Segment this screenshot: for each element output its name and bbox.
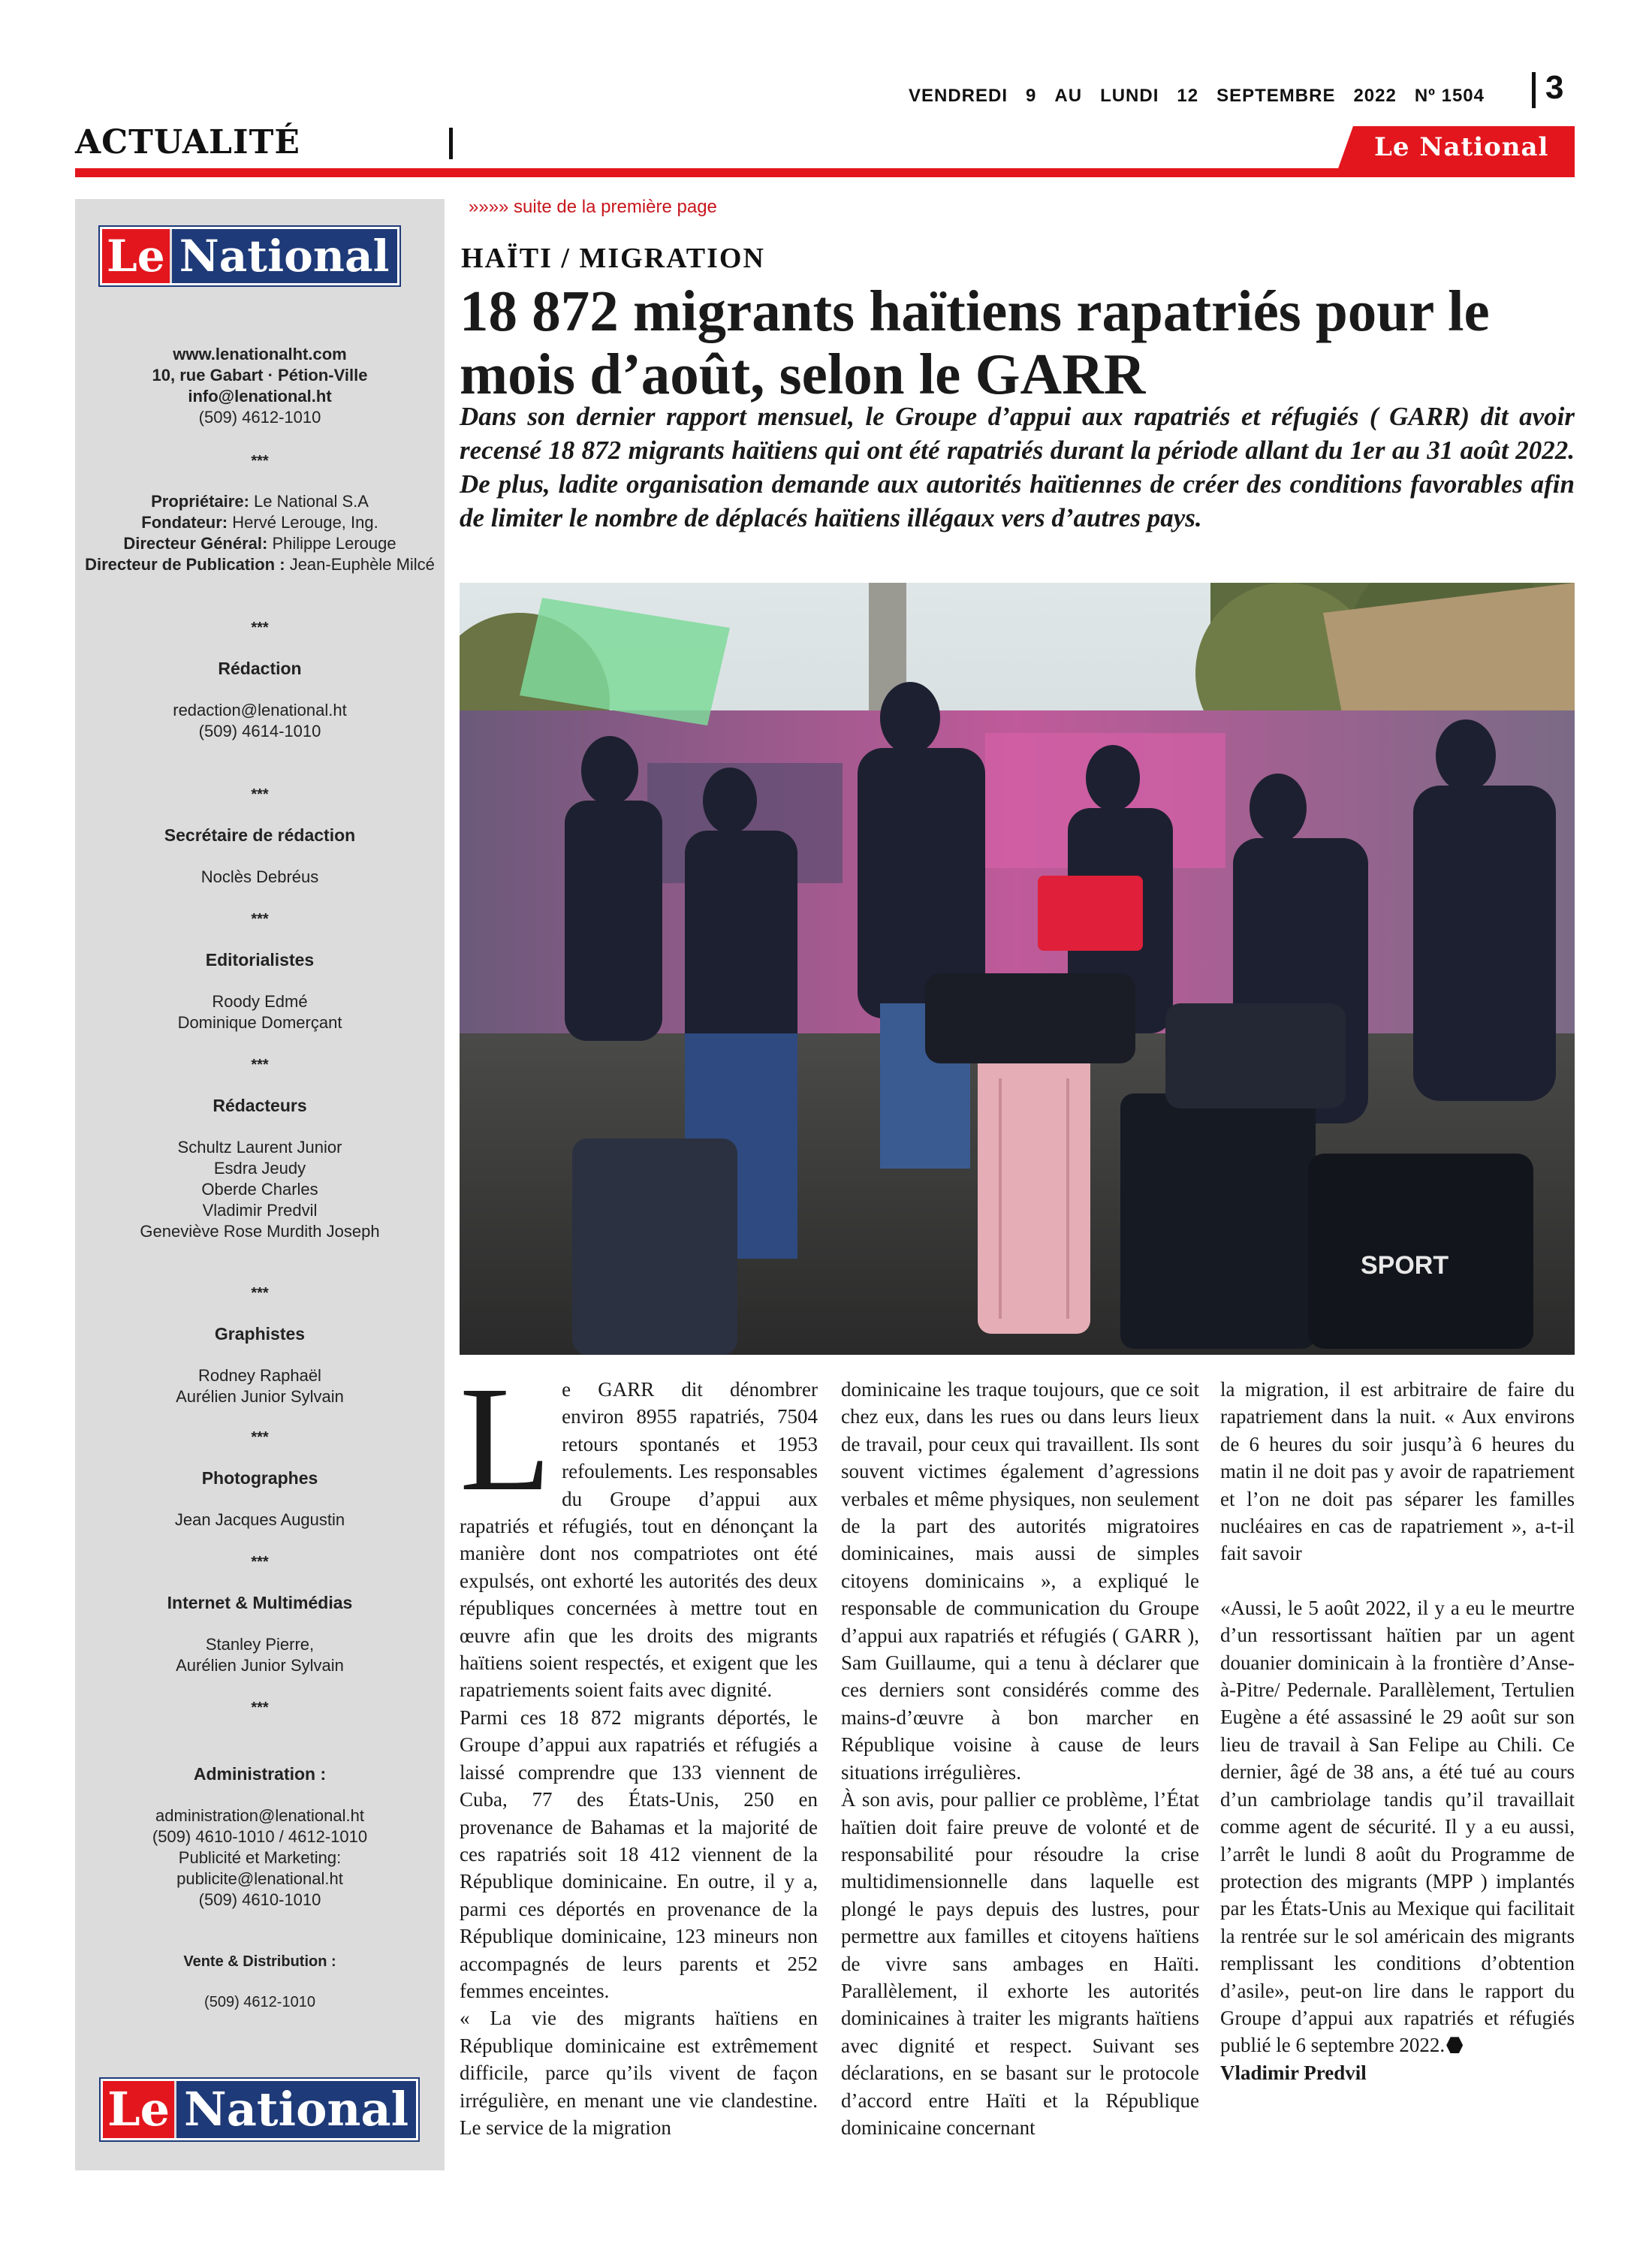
internet-name: Aurélien Junior Sylvain	[176, 1656, 344, 1675]
address: 10, rue Gabart · Pétion-Ville	[152, 366, 368, 385]
graphists-title: Graphistes	[214, 1324, 306, 1344]
graphists-list	[75, 1365, 445, 1407]
marketing-label: Publicité et Marketing:	[178, 1848, 342, 1867]
sales-title: Vente & Distribution :	[183, 1953, 336, 1970]
contact-block	[75, 344, 445, 428]
article-column-2	[841, 1376, 1199, 2141]
writer-name: Esdra Jeudy	[213, 1159, 306, 1178]
marketing-email[interactable]: publicite@lenational.ht	[176, 1869, 343, 1888]
logo-part-le: Le	[102, 229, 170, 283]
article-headline: 18 872 migrants haïtiens rapatriés pour le mois d’août, selon le GARR	[460, 279, 1490, 406]
ownership-block	[75, 491, 445, 575]
administration-title: Administration :	[193, 1764, 327, 1784]
writer-name: Oberde Charles	[201, 1180, 318, 1199]
article-paragraph: dominicaine les traque toujours, que ce soit chez eux, dans les rues ou dans leurs lieux de travail, pour ceux qui travaillent. Ils sont souvent victimes également d’agressions verbales et même physiques, non seulement de la part des autorités migratoires dominicaines, mais aussi de simples citoyens dominicains », a expliqué le responsable de communication du Groupe d’appui aux rapatriés et réfugiés ( GARR ), Sam Guillaume, qui a tenu à déclarer que ces derniers sont considérés comme des mains-d’œuvre à bon marcher en République voisine à cause de leurs situations irrégulières.	[841, 1378, 1199, 1784]
section-label: ACTUALITÉ	[75, 123, 300, 161]
gm-label: Directeur Général:	[123, 534, 268, 553]
administration-contact	[75, 1805, 445, 1911]
page-number-divider	[1532, 72, 1536, 108]
article-paragraph: « La vie des migrants haïtiens en République dominicaine est extrêmement difficile, parce qu’ils vivent de façon irrégulière, en menant une vie clandestine. Le service de la migration	[460, 2007, 818, 2139]
website-link[interactable]: www.lenationalht.com	[173, 345, 347, 363]
contact-email[interactable]: info@lenational.ht	[188, 387, 332, 406]
publisher-value: Jean-Euphèle Milcé	[289, 555, 435, 574]
writers-title: Rédacteurs	[213, 1096, 307, 1115]
brand-tab-label: Le National	[1374, 132, 1549, 162]
bag-label-text: SPORT	[1361, 1251, 1449, 1280]
editorialists-title: Editorialistes	[205, 950, 315, 970]
writers-list	[75, 1137, 445, 1242]
article-paragraph: la migration, il est arbitraire de faire du rapatriement dans la nuit. « Aux environs de 6 heures du soir jusqu’à 6 heures du matin il ne doit pas y avoir de rapatriement et l’on ne doit pas séparer les familles nucléaires en cas de rapatriement », a-t-il fait savoir	[1220, 1378, 1575, 1565]
owner-label: Propriétaire:	[151, 492, 249, 511]
dateline-day: VENDREDI	[909, 86, 1008, 106]
newspaper-logo-bottom	[101, 2079, 418, 2140]
internet-name: Stanley Pierre,	[205, 1635, 315, 1654]
article-column-1	[460, 1356, 818, 2141]
dateline	[909, 86, 1503, 107]
paragraph-gap	[1220, 1567, 1575, 1594]
author-byline: Vladimir Predvil	[1220, 2061, 1367, 2084]
internet-list	[75, 1634, 445, 1676]
founder-label: Fondateur:	[141, 513, 228, 532]
dateline-month: SEPTEMBRE	[1216, 86, 1336, 106]
separator: ***	[251, 453, 269, 469]
editorialist-name: Roody Edmé	[212, 992, 308, 1011]
publisher-label: Directeur de Publication :	[85, 555, 285, 574]
redaction-email[interactable]: redaction@lenational.ht	[173, 701, 347, 719]
article-lede: Dans son dernier rapport mensuel, le Groupe d’appui aux rapatriés et réfugiés ( GARR) dit avoir recensé 18 872 migrants haïtiens qui ont été rapatriés durant la période allant du 1er au 31 août 2022. De plus, ladite organisation demande aux autorités haïtiennes de créer des conditions favorables afin de limiter le nombre de déplacés haïtiens illégaux vers d’autres pays.	[460, 402, 1575, 532]
sales-phone: (509) 4612-1010	[204, 1994, 315, 2010]
founder-value: Hervé Lerouge, Ing.	[232, 513, 378, 532]
photographers-title: Photographes	[201, 1468, 318, 1488]
separator: ***	[251, 1700, 269, 1716]
dateline-year: 2022	[1353, 86, 1397, 106]
separator: ***	[251, 1554, 269, 1570]
writer-name: Geneviève Rose Murdith Joseph	[140, 1222, 380, 1241]
separator: ***	[251, 1057, 269, 1073]
graphist-name: Rodney Raphaël	[198, 1366, 321, 1385]
dateline-day2: LUNDI	[1100, 86, 1159, 106]
article-paragraph: À son avis, pour pallier ce problème, l’État haïtien doit faire preuve de volonté et de responsabilité pour résoudre la crise multidimensionnelle dans laquelle est plongé le pays depuis des lustres, pour permettre aux familles et citoyens haïtiens de vivre sans ambages en Haïti. Parallèlement, il exhorte les autorités dominicaines à traiter les migrants haïtiens avec dignité et respect. Suivant ses déclarations, en se basant sur le protocole d’accord entre Haïti et la République dominicaine concernant	[841, 1788, 1199, 2139]
secretary-name: Noclès Debréus	[200, 867, 319, 886]
writer-name: Schultz Laurent Junior	[177, 1138, 342, 1157]
article-paragraph: Parmi ces 18 872 migrants déportés, le Groupe d’appui aux rapatriés et réfugiés a laissé comprendre que 133 viennent de Cuba, 77 des États-Unis, 250 en provenance de Bahamas et la majorité de ces rapatriés soit 18 412 viennent de la République dominicaine. En outre, il y a, parmi ces déportés en provenance de la République dominicaine, 123 mineurs non accompagnés de leurs parents et 252 femmes enceintes.	[460, 1706, 818, 2002]
owner-value: Le National S.A	[254, 492, 369, 511]
internet-title: Internet & Multimédias	[167, 1593, 353, 1612]
separator: ***	[251, 620, 269, 636]
separator: ***	[251, 1285, 269, 1301]
logo-part-le: Le	[103, 2081, 174, 2138]
article-paragraph-text: «Aussi, le 5 août 2022, il y a eu le meurtre d’un ressortissant haïtien par un agent douanier dominicain à la frontière d’Anse-à-Pitre/ Pedernale. Parallèlement, Tertulien Eugène a été assassiné le 29 août sur son lieu de travail à San Felipe au Chili. Ce dernier, âgé de 38 ans, a été tué au cours d’un cambriolage tandis qu’il travaillait comme agent de sécurité. Il y a eu aussi, l’arrêt le lundi 8 août du Programme de protection des migrants (MPP ) implantés par les États-Unis au Mexique qui facilitait la rentrée sur le sol américain des migrants remplissant les conditions d’obtention d’asile», peut-on lire dans le rapport du Groupe d’appui aux rapatriés et réfugiés publié le 6 septembre 2022.	[1220, 1596, 1575, 2057]
page-number: 3	[1545, 69, 1564, 106]
logo-part-national: National	[176, 2081, 416, 2138]
end-of-article-icon	[1446, 2037, 1463, 2053]
gm-value: Philippe Lerouge	[272, 534, 396, 553]
article-rubric: HAÏTI / MIGRATION	[461, 243, 765, 274]
redaction-phone: (509) 4614-1010	[198, 722, 321, 740]
admin-email[interactable]: administration@lenational.ht	[155, 1806, 364, 1825]
marketing-phone: (509) 4610-1010	[198, 1890, 321, 1909]
article-paragraph: e GARR dit dénombrer environ 8955 rapatriés, 7504 retours spontanés et 1953 refoulements. Les responsables du Groupe d’appui aux rapatriés et réfugiés, tout en dénonçant la manière dont nos compatriotes ont été expulsés, ont exhorté les autorités des deux républiques concernées à mettre tout en œuvre afin que les droits des migrants haïtiens soient respectés, et exigent que les rapatriements soient faits avec dignité.	[460, 1378, 818, 1702]
admin-phones: (509) 4610-1010 / 4612-1010	[152, 1827, 368, 1846]
newspaper-logo-top	[100, 227, 399, 285]
dateline-date2: 12	[1177, 86, 1199, 106]
graphist-name: Aurélien Junior Sylvain	[176, 1387, 344, 1406]
drop-cap: L	[460, 1356, 552, 1522]
writer-name: Vladimir Predvil	[202, 1201, 318, 1220]
separator: ***	[251, 911, 269, 927]
photographer-name: Jean Jacques Augustin	[174, 1510, 345, 1529]
separator: ***	[251, 1429, 269, 1446]
article-paragraph	[1220, 1594, 1575, 2059]
editorialist-name: Dominique Domerçant	[177, 1013, 342, 1032]
logo-part-national: National	[172, 229, 397, 283]
article-column-3	[1220, 1376, 1575, 2086]
article-photo	[460, 583, 1575, 1355]
dateline-date1: 9	[1026, 86, 1037, 106]
redaction-title: Rédaction	[218, 659, 302, 678]
redaction-contact	[75, 700, 445, 742]
separator: ***	[251, 786, 269, 803]
secretary-title: Secrétaire de rédaction	[164, 825, 356, 845]
section-divider	[449, 128, 453, 159]
contact-phone: (509) 4612-1010	[198, 408, 321, 427]
issue-number: Nº 1504	[1414, 86, 1485, 106]
continuation-note: »»»» suite de la première page	[469, 197, 717, 217]
dateline-to: AU	[1054, 86, 1083, 106]
editorialists-list	[75, 991, 445, 1033]
